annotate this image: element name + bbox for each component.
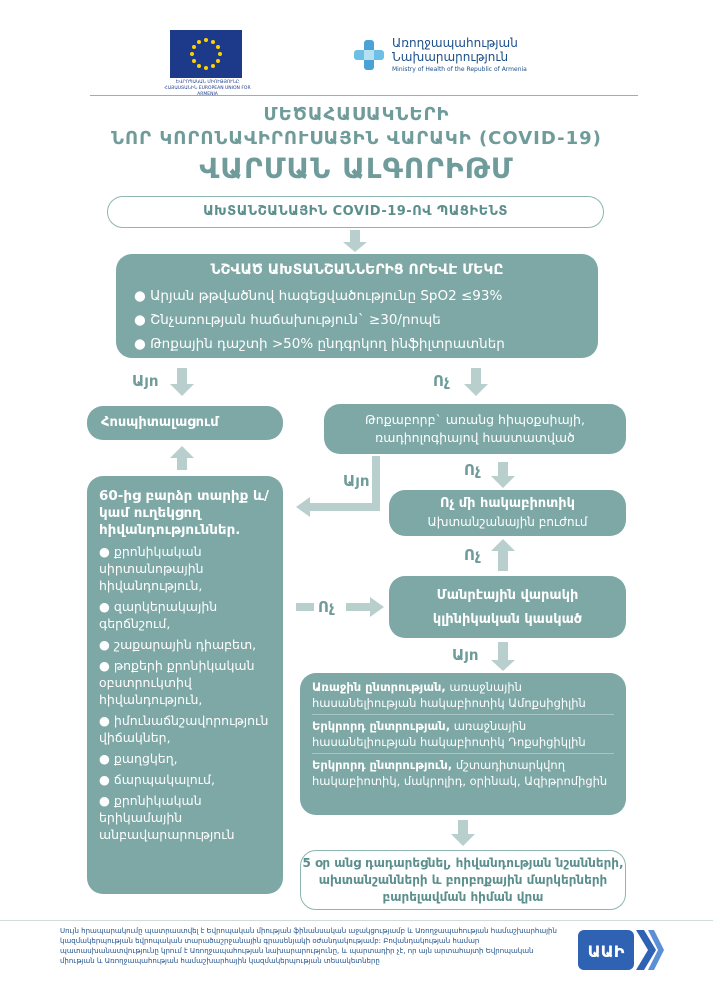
risk-item: ● թոքերի քրոնիկական օբստրուկտիվ հիվանդություն, xyxy=(99,658,255,707)
no-label-noab: Ոչ xyxy=(464,461,481,479)
risk-item: ● զարկերակային գերճնշում, xyxy=(99,599,218,631)
choice-head: Առաջին ընտրության, xyxy=(312,680,446,694)
risk-item-text: քրոնիկական սիրտանոթային հիվանդություն, xyxy=(99,544,204,593)
choice-divider xyxy=(312,714,614,715)
risk-item: ● իմունաճնշավորություն վիճակներ, xyxy=(99,713,269,745)
reassess-box: 5 օր անց դադարեցնել, հիվանդության նշանների, ախտանշանների և բորբոքային մարկերների բարելավման հիման վրա xyxy=(300,850,626,910)
arrow-up-hospital-icon xyxy=(170,446,194,458)
arrow-down-noab-icon xyxy=(491,476,515,488)
no-label-suspicion: Ոչ xyxy=(464,546,481,564)
risk-title: 60-ից բարձր տարիք և/կամ ուղեկցող հիվանդություններ. xyxy=(99,488,269,538)
xray-pneumonia-box: Թոքաբորբ` առանց հիպօքսիայի, ռադիոլոգիայով հաստատված xyxy=(324,404,626,454)
no-antibiotic-box xyxy=(389,490,626,536)
risk-item-text: քաղցկեղ, xyxy=(113,751,178,766)
risk-item-text: ճարպակալում, xyxy=(113,772,215,787)
risk-item: ● քրոնիկական երիկամային անբավարարություն xyxy=(99,793,235,842)
risk-item-text: զարկերակային գերճնշում, xyxy=(99,599,218,631)
arrow-left-risk-icon xyxy=(296,497,310,517)
choice-item xyxy=(312,718,614,750)
risk-item-text: քրոնիկական երիկամային անբավարարություն xyxy=(99,793,235,842)
patient-box: ԱԽՏԱՆՇԱՆԱՅԻՆ COVID-19-ՈՎ ՊԱՑԻԵՆՏ xyxy=(107,196,604,228)
criteria-title: ՆՇՎԱԾ ԱԽՏԱՆՇԱՆՆԵՐԻՑ ՈՐԵՎԷ ՄԵԿԸ xyxy=(210,262,504,278)
ministry-name-english: Ministry of Health of the Republic of Armenia xyxy=(392,66,527,73)
risk-item-text: թոքերի քրոնիկական օբստրուկտիվ հիվանդություն, xyxy=(99,658,255,707)
suspicion-line1: Մանրէային վարակի xyxy=(436,588,579,603)
title-line1: ՄԵԾԱՀԱՍԱԿՆԵՐԻ xyxy=(263,104,450,125)
choice-text: առաջնային հասանելիության հակաբիոտիկ Ամոքսիցիլին xyxy=(312,680,586,710)
choice-item xyxy=(312,757,614,789)
risk-item-text: իմունաճնշավորություն վիճակներ, xyxy=(99,713,269,745)
no-label-risk: Ոչ xyxy=(318,598,335,616)
risk-item-text: շաքարային դիաբետ, xyxy=(113,637,257,652)
arrow-up-noab-icon xyxy=(491,539,515,551)
arrow-down-xray-icon xyxy=(464,384,488,396)
yes-label-hospital: Այո xyxy=(132,372,159,390)
agency-logo xyxy=(578,926,664,974)
title-line3: ՎԱՐՄԱՆ ԱԼԳՈՐԻԹՄ xyxy=(199,152,514,185)
title-line2: ՆՈՐ ԿՈՐՈՆԱՎԻՐՈՒՍԱՅԻՆ ՎԱՐԱԿԻ (COVID-19) xyxy=(111,128,602,149)
hospitalization-box: Հոսպիտալացում xyxy=(87,406,283,440)
risk-item: ● շաքարային դիաբետ, xyxy=(99,637,257,652)
arrow-down-hospital-icon xyxy=(170,384,194,396)
no-label-xray: Ոչ xyxy=(433,372,450,390)
criteria-item: ● Արյան թթվածնով հագեցվածությունը SpO2 ≤93% xyxy=(134,288,503,304)
footer-disclaimer: Սույն հրապարակումը պատրաստվել է Եվրոպական միության ֆինանսական աջակցությամբ և Առողջապահության համաշխարհային կազմակերպության եվրոպական տարածաշրջանային գրասենյակի օժանդակությամբ: Բովանդակության համար պատասխանատվությունը կրում է Առողջապահության նախարարությունը, և պարտադիր չէ, որ այն արտահայտի Եվրոպական միության և Առողջապահության համաշխարհային կազմակերպության տեսակետները xyxy=(60,927,557,965)
arrow-down-reassess-icon xyxy=(451,834,475,846)
yes-label-risk: Այո xyxy=(343,472,370,490)
choice-head: Երկրորդ ընտրություն, xyxy=(312,758,453,772)
criteria-item-text: Շնչառության հաճախություն` ≥30/րոպե xyxy=(150,312,441,328)
ministry-name-line1: Առողջապահության xyxy=(392,36,518,50)
choice-divider xyxy=(312,753,614,754)
criteria-box xyxy=(116,254,598,358)
risk-item: ● քրոնիկական սիրտանոթային հիվանդություն, xyxy=(99,544,204,593)
arrow-right-suspicion-icon xyxy=(370,597,384,617)
no-antibiotic-title: Ոչ մի հակաբիոտիկ xyxy=(439,496,576,511)
choice-text: առաջնային հասանելիության հակաբիոտիկ Դոքսիցիկլին xyxy=(312,719,586,749)
choice-item xyxy=(312,679,614,711)
footer-divider xyxy=(0,920,713,921)
risk-item: ● քաղցկեղ, xyxy=(99,751,178,766)
criteria-item: ● Շնչառության հաճախություն` ≥30/րոպե xyxy=(134,312,441,328)
risk-item: ● ճարպակալում, xyxy=(99,772,215,787)
eu-caption: ԵՎՐՈՊԱԿԱՆ ՄԻՈՒԹՅՈՒՆԸ ՀԱՅԱՍՏԱՆԻՆ EUROPEAN UNION FOR xyxy=(164,80,251,91)
choice-text: մշտադիտարկվող հակաբիոտիկ, մակրոլիդ, օրինակ, Ազիթրոմիցին xyxy=(312,758,608,788)
criteria-item-text: Արյան թթվածնով հագեցվածությունը SpO2 ≤93% xyxy=(150,288,503,304)
connector-patient-criteria xyxy=(350,230,360,242)
yes-label-choices: Այո xyxy=(452,646,479,664)
criteria-item: ● Թոքային դաշտի >50% ընդգրկող ինֆիլտրատներ xyxy=(134,336,505,352)
agency-logo-text: ԱԱԻ xyxy=(587,942,625,961)
criteria-item-text: Թոքային դաշտի >50% ընդգրկող ինֆիլտրատներ xyxy=(150,336,505,352)
antibiotic-choices-box xyxy=(300,673,626,815)
bacterial-suspicion-box xyxy=(389,576,626,638)
arrow-down-choices-icon xyxy=(491,660,515,671)
suspicion-line2: կլինիկական կասկած xyxy=(432,612,583,627)
choice-head: Երկրորդ ընտրության, xyxy=(312,719,451,733)
arrow-down-criteria-icon xyxy=(343,242,367,252)
risk-factors-box xyxy=(87,476,283,894)
no-antibiotic-subtitle: Ախտանշանային բուժում xyxy=(427,515,588,529)
ministry-name-line2: Նախարարություն xyxy=(392,50,509,64)
